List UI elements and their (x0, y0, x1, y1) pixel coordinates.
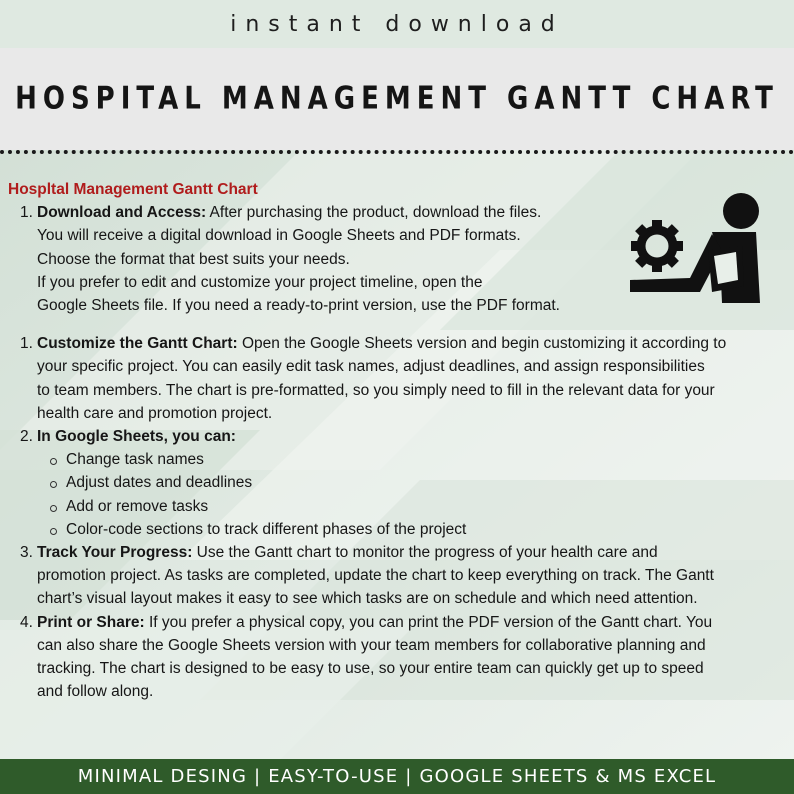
step-text: can also share the Google Sheets version with your team members for collaborative planning and (37, 636, 706, 654)
step-text: If you prefer to edit and customize your project timeline, open the (37, 273, 483, 291)
step-text: to team members. The chart is pre-formatted, so you simply need to fill in the relevant data for your (37, 381, 715, 399)
step-number: 2. (20, 428, 33, 446)
page-title: HOSPITAL MANAGEMENT GANTT CHART (15, 81, 779, 117)
step-lead: Print or Share: (37, 613, 145, 631)
step-number: 4. (20, 613, 33, 631)
step-text: Choose the format that best suits your needs. (37, 250, 350, 268)
footer-banner (0, 759, 794, 794)
step-text: Open the Google Sheets version and begin customizing it according to (237, 335, 727, 353)
bullet-list (37, 448, 783, 541)
step-lead: Customize the Gantt Chart: (37, 335, 238, 353)
step-text: chart’s visual layout makes it easy to see which tasks are on schedule and which need attention. (37, 590, 698, 608)
dotted-divider (0, 150, 794, 154)
step-text: If you prefer a physical copy, you can print the PDF version of the Gantt chart. You (144, 613, 713, 631)
footer-text: MINIMAL DESING | EASY-TO-USE | GOOGLE SHEETS & MS EXCEL (77, 766, 717, 787)
instructions (8, 181, 783, 703)
step-number: 1. (20, 204, 33, 222)
section-subtitle: Hospltal Management Gantt Chart (8, 181, 258, 198)
list-item: Add or remove tasks (37, 495, 783, 518)
title-band (0, 48, 794, 150)
print-share-step (8, 611, 783, 704)
step-lead: Download and Access: (37, 204, 207, 222)
tagline-band (0, 0, 794, 48)
step-text: After purchasing the product, download the files. (206, 204, 542, 222)
google-sheets-step (8, 425, 783, 541)
step-text: Use the Gantt chart to monitor the progress of your health care and (192, 544, 658, 562)
step-number: 1. (20, 335, 33, 353)
steps-list (8, 332, 783, 703)
list-item: Change task names (37, 448, 783, 471)
step-number: 3. (20, 544, 33, 562)
customize-step (8, 332, 783, 425)
step-lead: Track Your Progress: (37, 544, 193, 562)
step-text: Google Sheets file. If you need a ready-to-print version, use the PDF format. (37, 297, 560, 315)
list-item: Adjust dates and deadlines (37, 471, 783, 494)
track-progress-step (8, 541, 783, 611)
step-text: promotion project. As tasks are completed, update the chart to keep everything on track. The Gantt (37, 567, 714, 585)
step-text: You will receive a digital download in Google Sheets and PDF formats. (37, 227, 521, 245)
step-text: tracking. The chart is designed to be easy to use, so your entire team can quickly get up to speed (37, 660, 704, 678)
step-lead: In Google Sheets, you can: (37, 428, 236, 446)
step-text: health care and promotion project. (37, 404, 273, 422)
tagline: instant download (230, 11, 564, 37)
step-text: and follow along. (37, 683, 154, 701)
list-item: Color-code sections to track different phases of the project (37, 518, 783, 541)
step-text: your specific project. You can easily edit task names, adjust deadlines, and assign responsibilities (37, 358, 705, 376)
download-step (8, 201, 783, 317)
